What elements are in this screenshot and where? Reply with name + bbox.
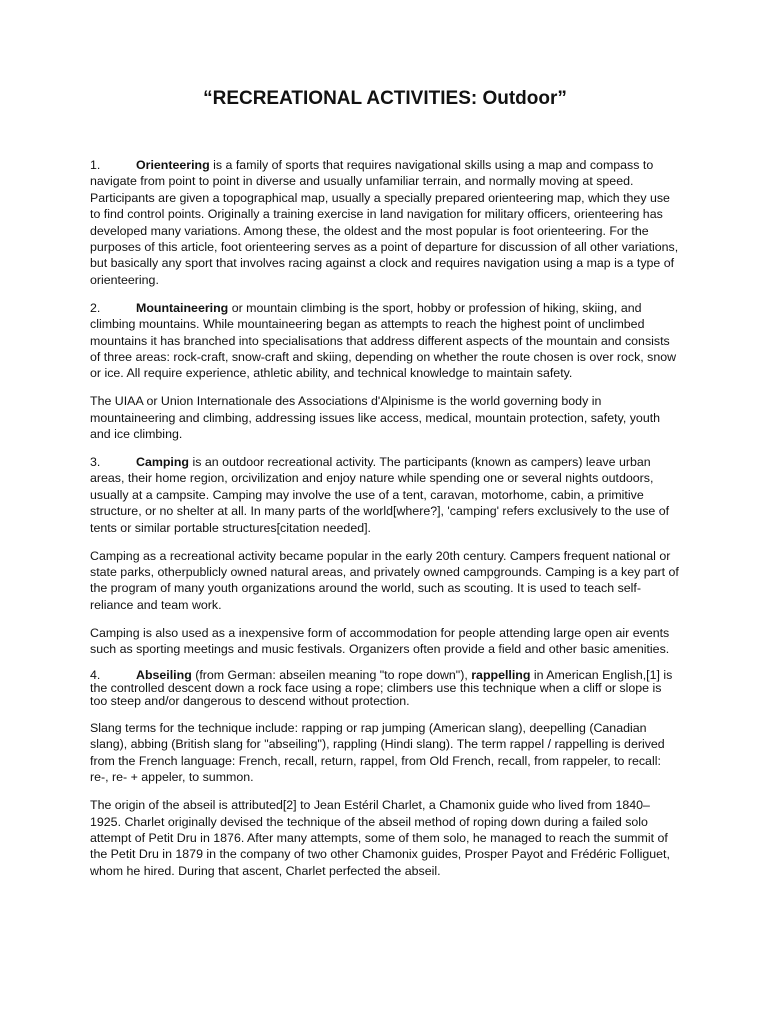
section-number: 2. [90, 300, 101, 315]
section-term: Mountaineering [136, 300, 229, 315]
section-orienteering [90, 157, 680, 288]
section-number: 1. [90, 158, 101, 172]
section-text-continued: in American English,[1] is the controlled descent down a rock face using a rope; climbers use this technique when a cliff or slope is too steep and/or dangerous to descend without protection. [90, 667, 673, 709]
section-term: Abseiling [136, 667, 192, 682]
section-number: 3. [90, 455, 101, 469]
section-camping [90, 454, 680, 536]
section-text: or mountain climbing is the sport, hobby or profession of hiking, skiing, and climbing mountains. While mountaineering began as attempts to reach the highest point of unclimbed mountains it has branched into specialisations that address different aspects of the mountain and consists of three areas: rock-craft, snow-craft and skiing, depending on whether the route chosen is over rock, snow or ice. All require experience, athletic ability, and technical knowledge to maintain safety. [90, 300, 677, 381]
paragraph-uiaa: The UIAA or Union Internationale des Associations d'Alpinisme is the world governing body in mountaineering and climbing, addressing issues like access, medical, mountain protection, safety, youth and ice climbing. [90, 394, 661, 442]
section-abseiling [90, 669, 680, 709]
section-term: Camping [136, 455, 190, 469]
document-title: “RECREATIONAL ACTIVITIES: Outdoor” [203, 88, 567, 109]
section-text: (from German: abseilen meaning "to rope down"), [191, 667, 472, 682]
paragraph-camping-history: Camping as a recreational activity became popular in the early 20th century. Campers frequent national or state parks, otherpublicly owned natural areas, and privately owned campgrounds. Camping is a key part of the program of many youth organizations around the world, such as scouting. It is used to teach self-reliance and team work. [90, 548, 679, 612]
paragraph-slang-terms: Slang terms for the technique include: rapping or rap jumping (American slang), deepelling (Canadian slang), abbing (British slang for "abseiling"), rappling (Hindi slang). The term rappel / rappelling is derived from the French language: French, recall, return, rappel, from Old French, recall, from rappeler, to recall: re-, re- + appeler, to summon. [90, 721, 665, 785]
section-mountaineering [90, 300, 680, 382]
section-text: is an outdoor recreational activity. The participants (known as campers) leave urban areas, their home region, orcivilization and enjoy nature while spending one or several nights outdoors, usually at a campsite. Camping may involve the use of a tent, caravan, motorhome, cabin, a primitive structure, or no shelter at all. In many parts of the world[where?], 'camping' refers exclusively to the use of tents or similar portable structures[citation needed]. [90, 455, 670, 535]
paragraph-camping-accommodation: Camping is also used as a inexpensive form of accommodation for people attending large open air events such as sporting meetings and music festivals. Organizers often provide a field and other basic amenities. [90, 625, 670, 657]
section-text: is a family of sports that requires navigational skills using a map and compass to navigate from point to point in diverse and usually unfamiliar terrain, and normally moving at speed. Participants are given a topographical map, usually a specially prepared orienteering map, which they use to find control points. Originally a training exercise in land navigation for military officers, orienteering has developed many variations. Among these, the oldest and the most popular is foot orienteering. For the purposes of this article, foot orienteering serves as a point of departure for discussion of all other variations, but basically any sport that involves racing against a clock and requires navigation using a map is a type of orienteering. [90, 158, 679, 287]
section-term: Orienteering [136, 158, 210, 172]
document-page [90, 88, 680, 891]
section-number: 4. [90, 667, 101, 682]
section-term-secondary: rappelling [471, 667, 531, 682]
paragraph-abseil-origin: The origin of the abseil is attributed[2] to Jean Estéril Charlet, a Chamonix guide who lived from 1840–1925. Charlet originally devised the technique of the abseil method of roping down during a failed solo attempt of Petit Dru in 1876. After many attempts, some of them solo, he managed to reach the summit of the Petit Dru in 1879 in the company of two other Chamonix guides, Prosper Payot and Frédéric Folliguet, whom he hired. During that ascent, Charlet perfected the abseil. [90, 798, 670, 878]
